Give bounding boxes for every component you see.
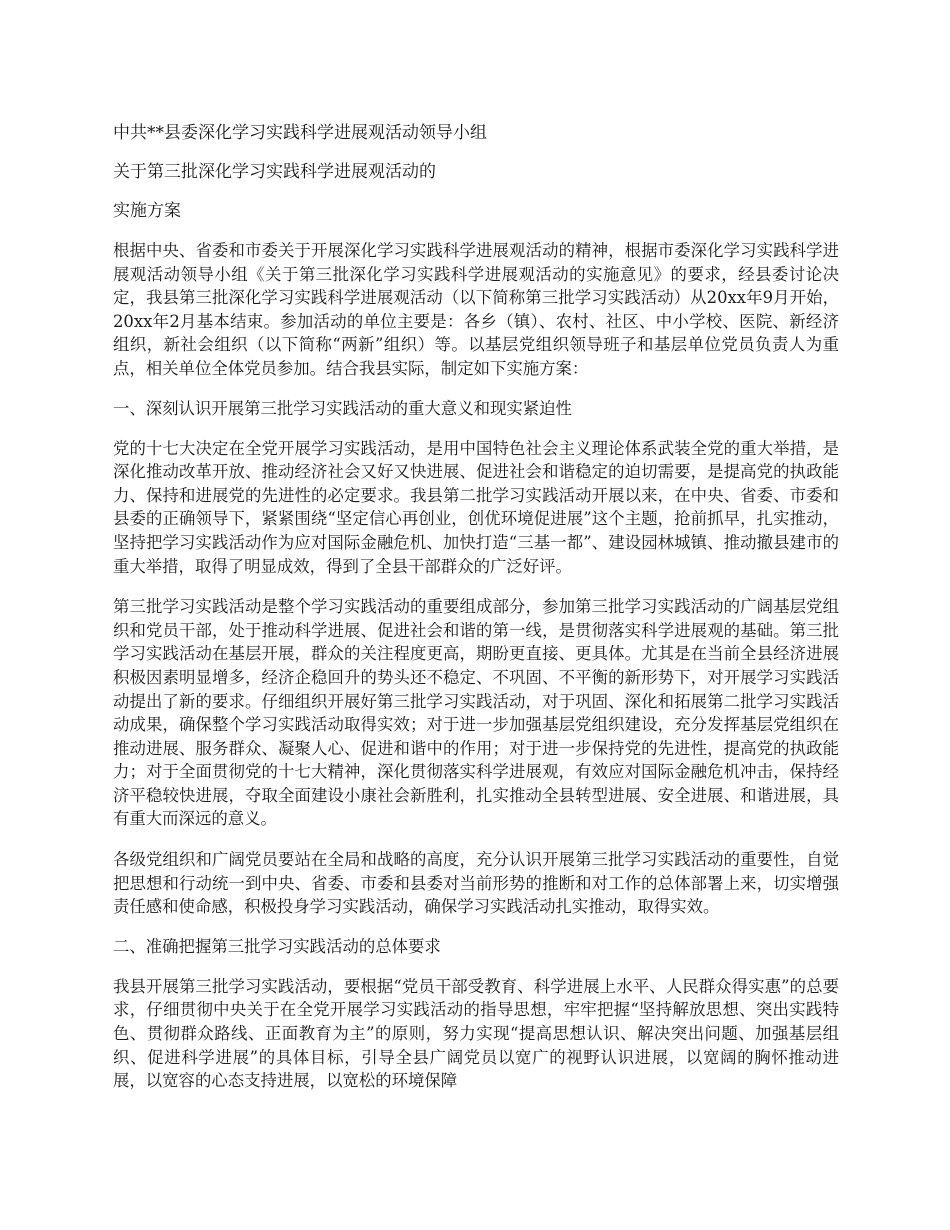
section-1-paragraph-3: 各级党组织和广阔党员要站在全局和战略的高度，充分认识开展第三批学习实践活动的重要性，自觉把思想和行动统一到中央、省委、市委和县委对当前形势的推断和对工作的总体部署上来，切实增强责任感和使命感，积极投身学习实践活动，确保学习实践活动扎实推动，取得实效。	[113, 850, 839, 917]
section-1-paragraph-2: 第三批学习实践活动是整个学习实践活动的重要组成部分，参加第三批学习实践活动的广阔基层党组织和党员干部，处于推动科学进展、促进社会和谐的第一线，是贯彻落实科学进展观的基础。第三批学习实践活动在基层开展，群众的关注程度更高，期盼更直接、更具体。尤其是在当前全县经济进展积极因素明显增多，经济企稳回升的势头还不稳定、不巩固、不平衡的新形势下，对开展学习实践活动提出了新的要求。仔细组织开展好第三批学习实践活动，对于巩固、深化和拓展第二批学习实践活动成果，确保整个学习实践活动取得实效；对于进一步加强基层党组织建设，充分发挥基层党组织在推动进展、服务群众、凝聚人心、促进和谐中的作用；对于进一步保持党的先进性，提高党的执政能力；对于全面贯彻党的十七大精神，深化贯彻落实科学进展观，有效应对国际金融危机冲击，保持经济平稳较快进展，夺取全面建设小康社会新胜利，扎实推动全县转型进展、安全进展、和谐进展，具有重大而深远的意义。	[113, 597, 839, 829]
document-title-line-1: 中共**县委深化学习实践科学进展观活动领导小组	[113, 123, 487, 143]
document-title-line-2: 关于第三批深化学习实践科学进展观活动的	[113, 162, 436, 182]
section-heading-2: 二、准确把握第三批学习实践活动的总体要求	[113, 936, 441, 956]
section-1-paragraph-1: 党的十七大决定在全党开展学习实践活动，是用中国特色社会主义理论体系武装全党的重大举措，是深化推动改革开放、推动经济社会又好又快进展、促进社会和谐稳定的迫切需要，是提高党的执政能力、保持和进展党的先进性的必定要求。我县第二批学习实践活动开展以来，在中央、省委、市委和县委的正确领导下，紧紧围绕“坚定信心再创业，创优环境促进展”这个主题，抢前抓早，扎实推动，坚持把学习实践活动作为应对国际金融危机、加快打造“三基一都”、建设园林城镇、推动撤县建市的重大举措，取得了明显成效，得到了全县干部群众的广泛好评。	[113, 438, 839, 576]
section-2-paragraph-1: 我县开展第三批学习实践活动，要根据“党员干部受教育、科学进展上水平、人民群众得实惠”的总要求，仔细贯彻中央关于在全党开展学习实践活动的指导思想，牢牢把握“坚持解放思想、突出实践特色、贯彻群众路线、正面教育为主”的原则，努力实现“提高思想认识、解决突出问题、加强基层组织、促进科学进展”的具体目标，引导全县广阔党员以宽广的视野认识进展，以宽阔的胸怀推动进展，以宽容的心态支持进展，以宽松的环境保障	[113, 976, 839, 1091]
section-heading-1: 一、深刻认识开展第三批学习实践活动的重大意义和现实紧迫性	[113, 398, 572, 418]
intro-paragraph: 根据中央、省委和市委关于开展深化学习实践科学进展观活动的精神，根据市委深化学习实践科学进展观活动领导小组《关于第三批深化学习实践科学进展观活动的实施意见》的要求，经县委讨论决定，我县第三批深化学习实践科学进展观活动（以下简称第三批学习实践活动）从20xx年9月开始，20xx年2月基本结束。参加活动的单位主要是：各乡（镇）、农村、社区、中小学校、医院、新经济组织，新社会组织（以下简称“两新”组织）等。以基层党组织领导班子和基层单位党员负责人为重点，相关单位全体党员参加。结合我县实际，制定如下实施方案：	[113, 241, 839, 378]
document-title-line-3: 实施方案	[113, 201, 181, 221]
document-page	[113, 122, 839, 1110]
